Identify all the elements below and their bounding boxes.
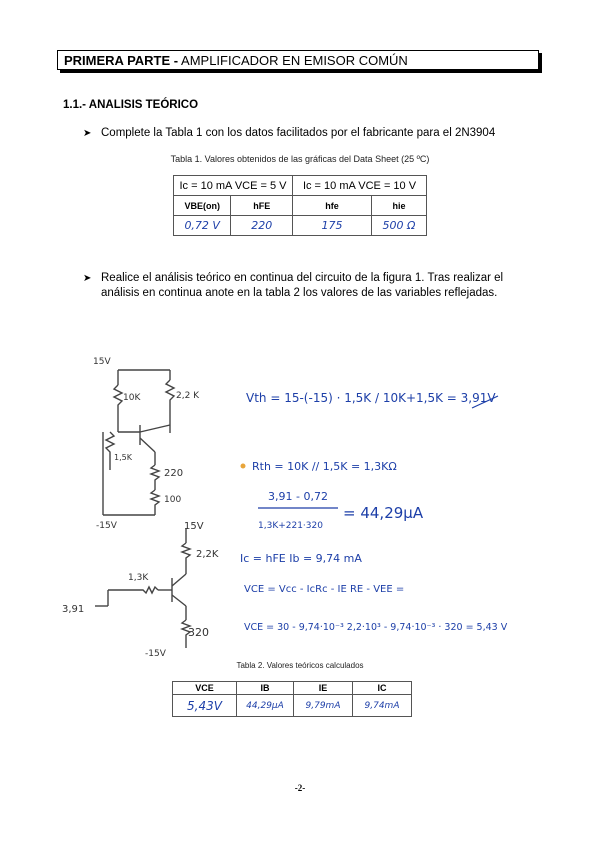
label-r15k: 1,5K: [114, 453, 132, 462]
label-r10k: 10K: [123, 393, 141, 403]
eq-vce: VCE = Vcc - IcRc - IE RE - VEE =: [244, 584, 405, 595]
label-vcc1: 15V: [93, 357, 111, 367]
table2-header: IB: [237, 682, 294, 695]
label-v391: 3,91: [62, 604, 85, 615]
bullet-2-line-1: Realice el análisis teórico en continua del circuito de la figura 1. Tras realizar el: [101, 272, 504, 284]
label-vee1: -15V: [96, 521, 117, 531]
circuit-2-wires: [95, 528, 190, 648]
label-r22k-2: 2,2K: [196, 549, 219, 560]
table2-caption: Tabla 2. Valores teóricos calculados: [236, 661, 364, 670]
eq-vce-num: VCE = 30 - 9,74·10⁻³ 2,2·10³ - 9,74·10⁻³ · 320 = 5,43 V: [244, 622, 508, 633]
label-r13k: 1,3K: [128, 573, 149, 583]
table1-header: hfe: [293, 196, 372, 216]
bullet-1-text: Complete la Tabla 1 con los datos facilitados por el fabricante para el 2N3904: [101, 127, 496, 139]
circuit-1-wires: [103, 370, 174, 515]
table2-value: 5,43V: [173, 695, 237, 717]
table1-value: 0,72 V: [174, 216, 231, 236]
eq-ib-den: 1,3K+221·320: [258, 521, 323, 531]
header-bold: PRIMERA PARTE -: [64, 53, 179, 68]
section-title: 1.1.- ANALISIS TEÓRICO: [63, 99, 199, 111]
eq-ib-result: = 44,29μA: [343, 504, 424, 522]
table1-caption: Tabla 1. Valores obtenidos de las gráficas del Data Sheet (25 ºC): [170, 154, 430, 164]
page-number: -2-: [294, 783, 306, 793]
table1-value: 175: [293, 216, 372, 236]
table2-header: VCE: [173, 682, 237, 695]
table2-header: IC: [353, 682, 412, 695]
arrow-bullet-icon: ➤: [83, 273, 92, 284]
label-r220: 220: [164, 468, 184, 479]
bullet-dot-icon: [241, 464, 246, 469]
eq-rth: Rth = 10K // 1,5K = 1,3KΩ: [252, 460, 397, 473]
table1-header: hFE: [231, 196, 293, 216]
table1-value: 220: [231, 216, 293, 236]
label-r22k: 2,2 K: [176, 391, 200, 401]
table2-value: 44,29μA: [237, 695, 294, 717]
label-vee2: -15V: [145, 649, 166, 659]
table1-cond-1: Ic = 10 mA VCE = 5 V: [174, 176, 293, 196]
table1-header: hie: [372, 196, 427, 216]
table1-cond-2: Ic = 10 mA VCE = 10 V: [293, 176, 427, 196]
table-2: [172, 681, 412, 717]
eq-vth: Vth = 15-(-15) · 1,5K / 10K+1,5K = 3,91V: [246, 391, 496, 405]
eq-ib-num: 3,91 - 0,72: [268, 490, 328, 503]
table2-value: 9,74mA: [353, 695, 412, 717]
table1-value: 500 Ω: [372, 216, 427, 236]
table2-value: 9,79mA: [294, 695, 353, 717]
label-r320: 320: [188, 626, 209, 639]
arrow-bullet-icon: ➤: [83, 128, 92, 139]
bullet-2-line-2: análisis en continua anote en la tabla 2 los valores de las variables reflejadas.: [101, 287, 498, 299]
label-r100: 100: [164, 495, 182, 505]
header-rest: AMPLIFICADOR EN EMISOR COMÚN: [178, 53, 408, 68]
eq-ic: Ic = hFE Ib = 9,74 mA: [240, 552, 362, 565]
table2-header: IE: [294, 682, 353, 695]
label-vcc2: 15V: [184, 521, 204, 532]
table1-header: VBE(on): [174, 196, 231, 216]
